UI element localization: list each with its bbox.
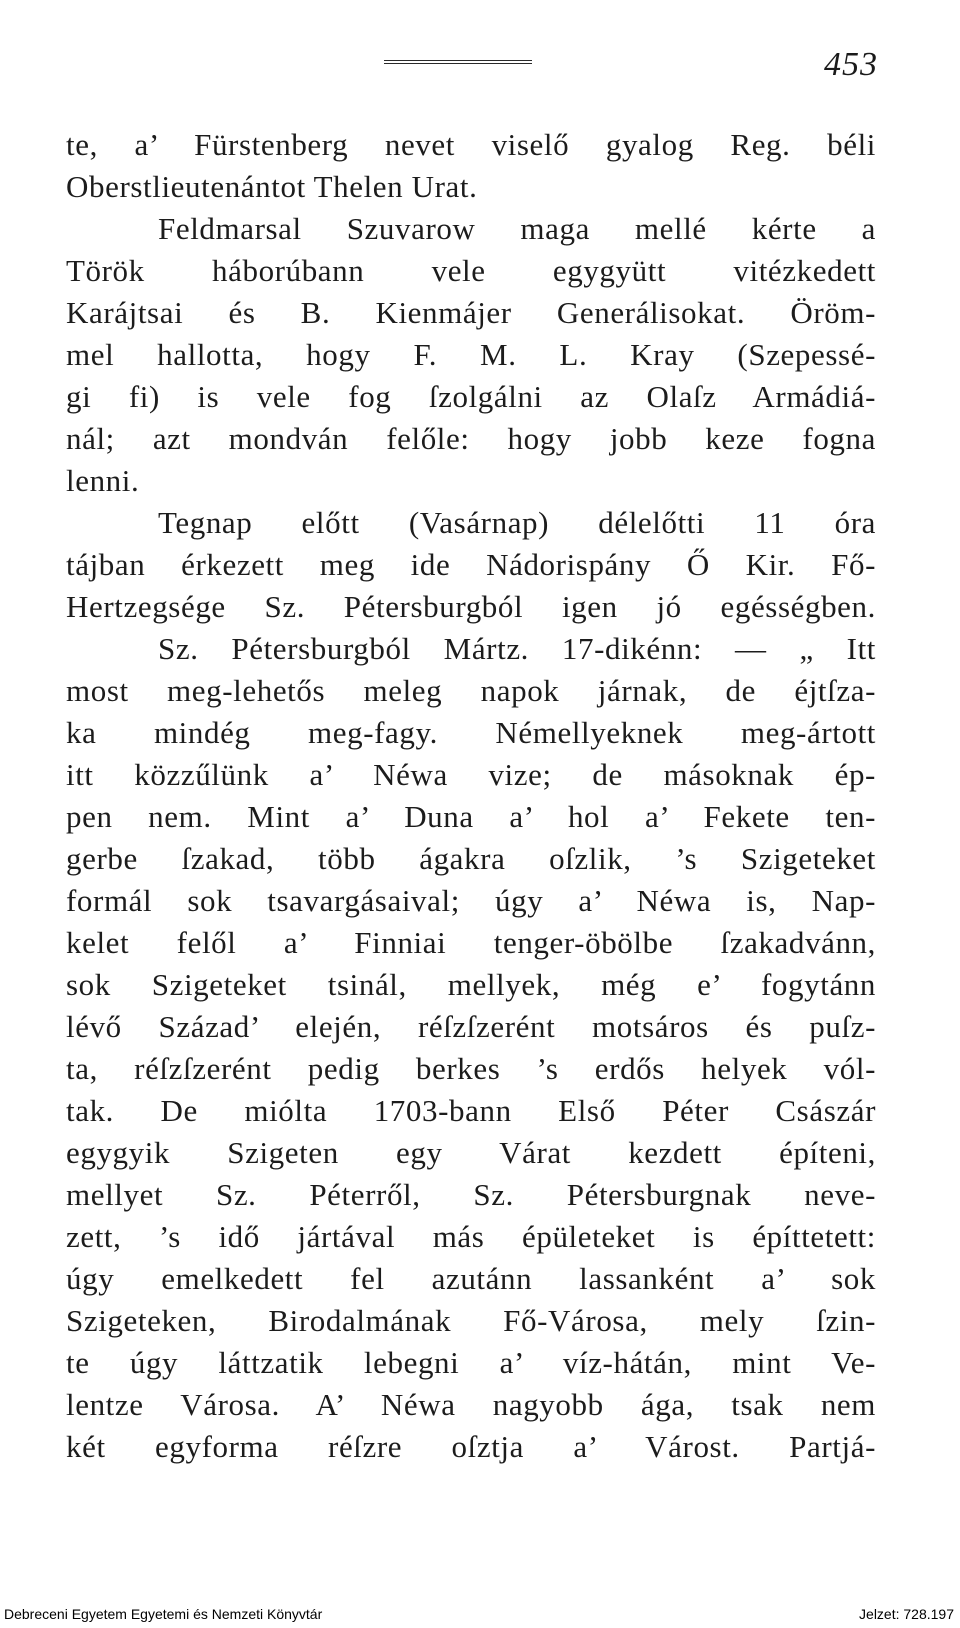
text-line: pen nem. Mint a’ Duna a’ hol a’ Fekete ten- [66,799,876,834]
library-credit: Debreceni Egyetem Egyetemi és Nemzeti Könyvtár [4,1606,323,1622]
text-line: ta, réſzſzerént pedig berkes ’s erdős helyek vól- [66,1051,876,1086]
text-line: Feldmarsal Szuvarow maga mellé kérte a [158,211,876,246]
text-line: te, a’ Fürstenberg nevet viselő gyalog Reg. béli [66,127,876,162]
text-line: Oberstlieutenántot Thelen Urat. [66,169,478,204]
text-line: gerbe ſzakad, több ágakra oſzlik, ’s Szigeteket [66,841,876,876]
text-line: zett, ’s idő jártával más épületeket is építtetett: [66,1219,876,1254]
text-line: Karájtsai és B. Kienmájer Generálisokat. Öröm- [66,295,876,330]
text-line: egygyik Szigeten egy Várat kezdett építeni, [66,1135,876,1170]
text-line: lévő Század’ elején, réſzſzerént motsáros és puſz- [66,1009,876,1044]
text-line: tak. De miólta 1703-bann Első Péter Császár [66,1093,876,1128]
text-line: mel hallotta, hogy F. M. L. Kray (Szepessé- [66,337,876,372]
text-line: Sz. Pétersburgból Mártz. 17-dikénn: — „ Itt [158,631,876,666]
text-line: Török háborúbann vele egygyütt vitézkedett [66,253,876,288]
text-line: nál; azt mondván felőle: hogy jobb keze fogna [66,421,876,456]
text-line: gi fi) is vele fog ſzolgálni az Olaſz Armádiá- [66,379,876,414]
call-number: Jelzet: 728.197 [859,1606,954,1622]
text-line: úgy emelkedett fel azutánn lassanként a’ sok [66,1261,876,1296]
text-line: Hertzegsége Sz. Pétersburgból igen jó egésségben. [66,589,876,624]
text-line: tájban érkezett meg ide Nádorispány Ő Kir. Fő- [66,547,876,582]
text-line: Tegnap előtt (Vasárnap) délelőtti 11 óra [158,505,876,540]
text-line: most meg-lehetős meleg napok járnak, de éjtſza- [66,673,876,708]
text-line: sok Szigeteket tsinál, mellyek, még e’ fogytánn [66,967,876,1002]
text-line: mellyet Sz. Péterről, Sz. Pétersburgnak neve- [66,1177,876,1212]
text-line: Szigeteken, Birodalmának Fő-Városa, mely ſzin- [66,1303,876,1338]
text-line: lenni. [66,463,140,498]
text-line: kelet felől a’ Finniai tenger-öbölbe ſzakadvánn, [66,925,876,960]
text-line: ka mindég meg-fagy. Némellyeknek meg-ártott [66,715,876,750]
text-line: te úgy láttzatik lebegni a’ víz-hátán, mint Ve- [66,1345,876,1380]
footer-bar [0,1602,960,1628]
page-number: 453 [824,46,878,83]
text-line: itt közzűlünk a’ Néwa vize; de másoknak ép- [66,757,876,792]
text-line: formál sok tsavargásaival; úgy a’ Néwa is, Nap- [66,883,876,918]
body-text [66,124,876,1468]
header-rule [384,60,532,64]
text-line: két egyforma réſzre oſztja a’ Várost. Partjá- [66,1429,876,1464]
text-line: lentze Városa. A’ Néwa nagyobb ága, tsak nem [66,1387,876,1422]
